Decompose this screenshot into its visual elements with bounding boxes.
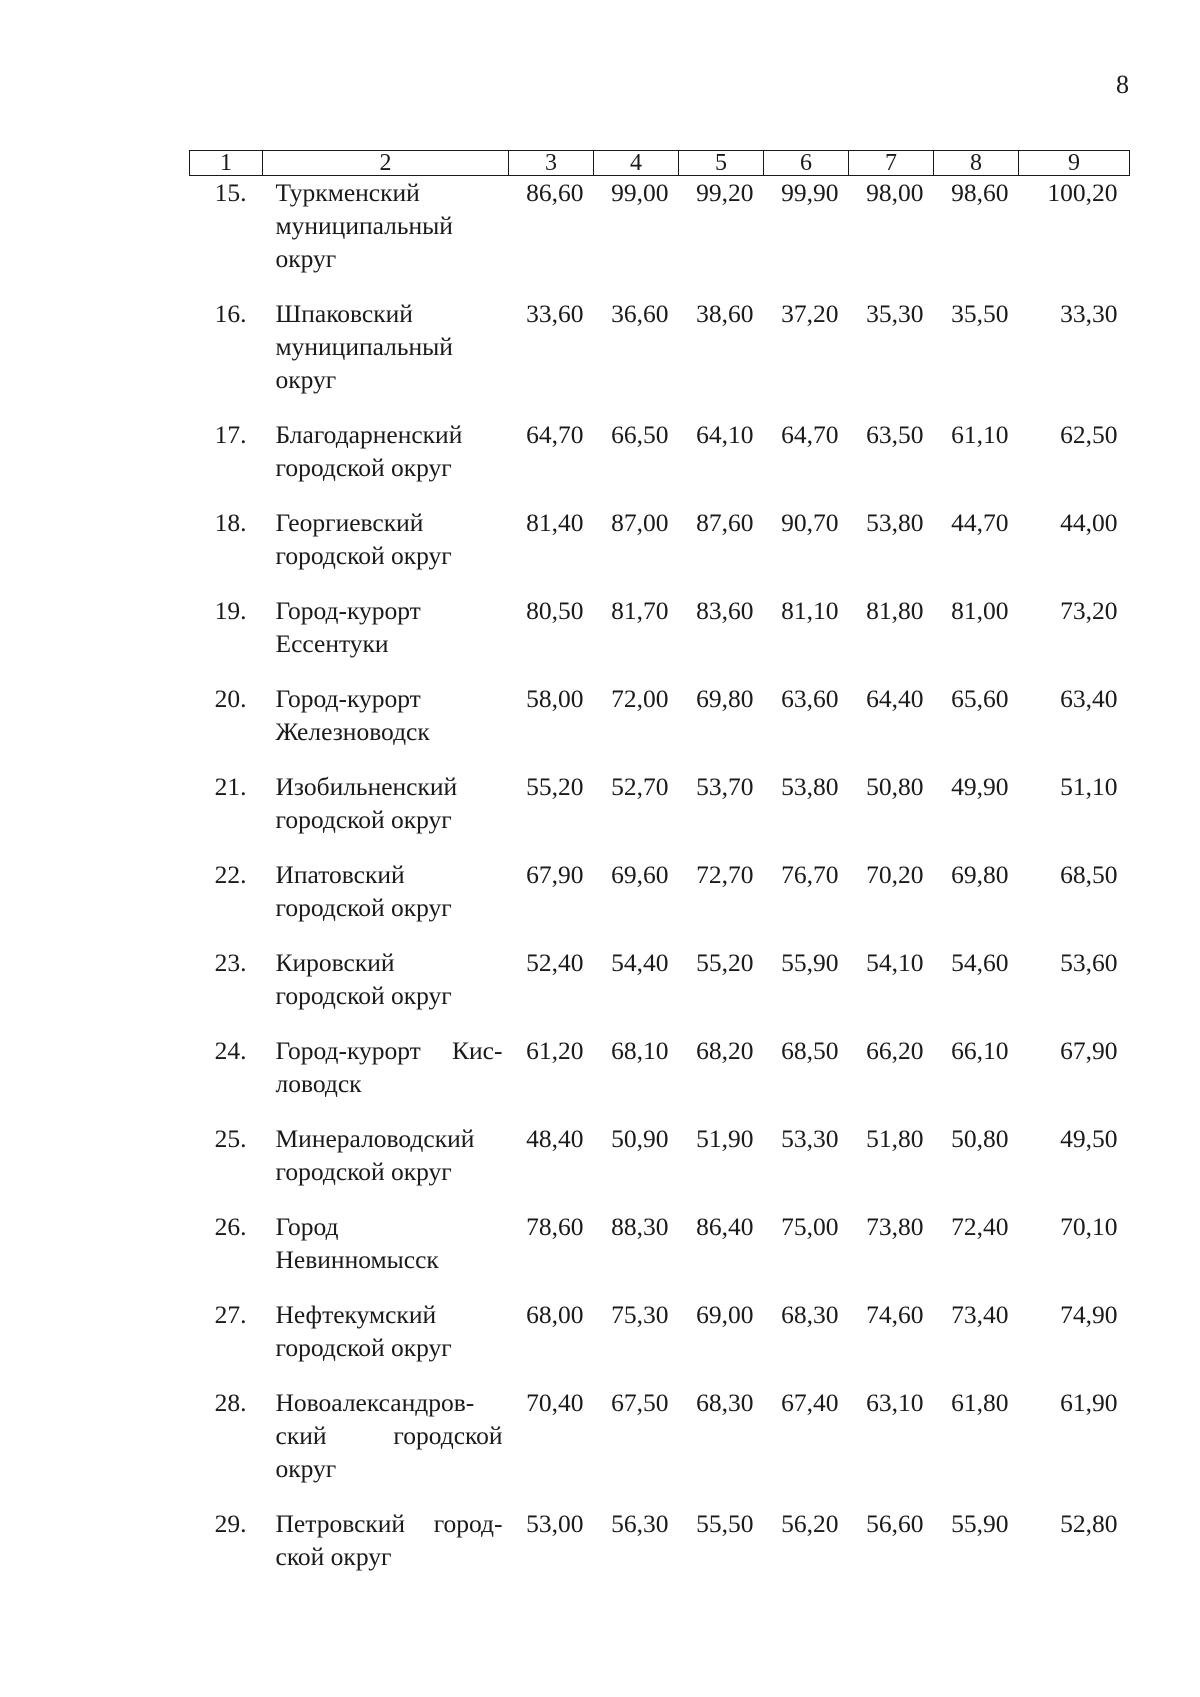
table-row: [190, 594, 1130, 682]
district-name-line: Изобильненский: [275, 772, 458, 801]
row-number: 21.: [214, 772, 247, 801]
table-row: [190, 1507, 1130, 1595]
value-cell-col-6: 53,80: [781, 772, 839, 801]
value-cell-col-9: 44,00: [1060, 508, 1118, 537]
table-row: [190, 1298, 1130, 1386]
value-cell-col-9: 68,50: [1060, 860, 1118, 889]
value-cell-col-4: 67,50: [611, 1388, 669, 1417]
value-cell-col-6: 56,20: [781, 1509, 839, 1538]
value-cell-col-6: 81,10: [781, 596, 839, 625]
value-cell-col-6: 90,70: [781, 508, 839, 537]
district-name-line: городской округ: [275, 893, 452, 922]
district-name-line: округ: [275, 1454, 337, 1483]
district-name-line: Город-курорт: [275, 596, 421, 625]
value-cell-col-7: 51,80: [866, 1124, 924, 1153]
value-cell-col-4: 56,30: [611, 1509, 669, 1538]
value-cell-col-8: 98,60: [951, 178, 1009, 207]
value-cell-col-5: 68,20: [696, 1036, 754, 1065]
district-name-line: Кировский: [275, 948, 395, 977]
district-name: [263, 1122, 509, 1210]
value-cell-col-4: 52,70: [611, 772, 669, 801]
row-number: 17.: [214, 420, 247, 449]
district-name-line: Ипатовский: [275, 860, 405, 889]
column-header: 2: [263, 151, 509, 176]
value-cell-col-6: 64,70: [781, 420, 839, 449]
value-cell-col-6: 68,50: [781, 1036, 839, 1065]
value-cell-col-4: 36,60: [611, 299, 669, 328]
row-number: 29.: [214, 1509, 247, 1538]
value-cell-col-4: 87,00: [611, 508, 669, 537]
district-name-line: Георгиевский: [275, 508, 424, 537]
value-cell-col-9: 53,60: [1060, 948, 1118, 977]
table-row: [190, 176, 1130, 298]
value-cell-col-3: 64,70: [526, 420, 584, 449]
value-cell-col-4: 50,90: [611, 1124, 669, 1153]
value-cell-col-5: 68,30: [696, 1388, 754, 1417]
value-cell-col-6: 53,30: [781, 1124, 839, 1153]
district-name-line: Петровский город-: [275, 1509, 503, 1538]
value-cell-col-3: 61,20: [526, 1036, 584, 1065]
value-cell-col-7: 98,00: [866, 178, 924, 207]
district-name: [263, 1507, 509, 1595]
table-row: [190, 297, 1130, 418]
district-name-line: городской округ: [275, 981, 452, 1010]
district-name-line: муниципальный: [275, 332, 453, 361]
value-cell-col-4: 66,50: [611, 420, 669, 449]
district-name-line: Город-курорт Кис-: [275, 1036, 503, 1065]
value-cell-col-3: 68,00: [526, 1300, 584, 1329]
table-row: [190, 858, 1130, 946]
value-cell-col-4: 88,30: [611, 1212, 669, 1241]
value-cell-col-8: 61,10: [951, 420, 1009, 449]
district-name-line: Шпаковский: [275, 299, 413, 328]
value-cell-col-7: 70,20: [866, 860, 924, 889]
value-cell-col-9: 73,20: [1060, 596, 1118, 625]
table-row: [190, 1210, 1130, 1298]
district-name-line: городской округ: [275, 1157, 452, 1186]
column-header: 8: [934, 151, 1019, 176]
value-cell-col-5: 64,10: [696, 420, 754, 449]
row-number: 27.: [214, 1300, 247, 1329]
value-cell-col-5: 86,40: [696, 1212, 754, 1241]
value-cell-col-9: 74,90: [1060, 1300, 1118, 1329]
table-body: [190, 176, 1130, 1596]
value-cell-col-9: 67,90: [1060, 1036, 1118, 1065]
district-name-line: ской округ: [275, 1542, 392, 1571]
district-name-line: городской округ: [275, 541, 452, 570]
table-row: [190, 946, 1130, 1034]
column-header: 5: [679, 151, 764, 176]
value-cell-col-4: 69,60: [611, 860, 669, 889]
value-cell-col-8: 73,40: [951, 1300, 1009, 1329]
value-cell-col-8: 61,80: [951, 1388, 1009, 1417]
value-cell-col-7: 74,60: [866, 1300, 924, 1329]
column-header: 9: [1019, 151, 1130, 176]
value-cell-col-7: 35,30: [866, 299, 924, 328]
value-cell-col-5: 51,90: [696, 1124, 754, 1153]
district-name: [263, 770, 509, 858]
row-number: 22.: [214, 860, 247, 889]
value-cell-col-3: 52,40: [526, 948, 584, 977]
row-number: 18.: [214, 508, 247, 537]
district-name: [263, 297, 509, 418]
value-cell-col-8: 66,10: [951, 1036, 1009, 1065]
value-cell-col-6: 63,60: [781, 684, 839, 713]
value-cell-col-3: 67,90: [526, 860, 584, 889]
district-name-line: ский городской: [275, 1421, 503, 1450]
district-name-line: Город-курорт: [275, 684, 421, 713]
district-name: [263, 1210, 509, 1298]
value-cell-col-9: 49,50: [1060, 1124, 1118, 1153]
table-row: [190, 1122, 1130, 1210]
district-name-line: городской округ: [275, 1333, 452, 1362]
value-cell-col-8: 55,90: [951, 1509, 1009, 1538]
value-cell-col-5: 99,20: [696, 178, 754, 207]
column-header: 7: [849, 151, 934, 176]
column-header: 1: [190, 151, 263, 176]
district-name-line: городской округ: [275, 453, 452, 482]
value-cell-col-6: 67,40: [781, 1388, 839, 1417]
value-cell-col-3: 33,60: [526, 299, 584, 328]
value-cell-col-3: 86,60: [526, 178, 584, 207]
district-name-line: Новоалександров-: [275, 1388, 475, 1417]
table-row: [190, 682, 1130, 770]
column-header: 6: [764, 151, 849, 176]
value-cell-col-5: 55,50: [696, 1509, 754, 1538]
value-cell-col-8: 49,90: [951, 772, 1009, 801]
district-name-line: округ: [275, 365, 337, 394]
table-row: [190, 1034, 1130, 1122]
district-name: [263, 946, 509, 1034]
value-cell-col-7: 54,10: [866, 948, 924, 977]
value-cell-col-8: 81,00: [951, 596, 1009, 625]
table-row: [190, 1386, 1130, 1507]
value-cell-col-7: 56,60: [866, 1509, 924, 1538]
value-cell-col-3: 80,50: [526, 596, 584, 625]
value-cell-col-7: 73,80: [866, 1212, 924, 1241]
value-cell-col-3: 58,00: [526, 684, 584, 713]
value-cell-col-5: 69,80: [696, 684, 754, 713]
value-cell-col-4: 54,40: [611, 948, 669, 977]
district-name: [263, 176, 509, 298]
row-number: 28.: [214, 1388, 247, 1417]
value-cell-col-3: 70,40: [526, 1388, 584, 1417]
table-header-row: [190, 151, 1130, 176]
value-cell-col-4: 81,70: [611, 596, 669, 625]
value-cell-col-8: 35,50: [951, 299, 1009, 328]
district-name: [263, 858, 509, 946]
value-cell-col-7: 81,80: [866, 596, 924, 625]
value-cell-col-7: 64,40: [866, 684, 924, 713]
value-cell-col-5: 38,60: [696, 299, 754, 328]
district-name-line: Железноводск: [275, 717, 430, 746]
value-cell-col-9: 33,30: [1060, 299, 1118, 328]
district-name-line: Ессентуки: [275, 629, 389, 658]
column-header: 4: [594, 151, 679, 176]
value-cell-col-7: 66,20: [866, 1036, 924, 1065]
value-cell-col-6: 55,90: [781, 948, 839, 977]
value-cell-col-8: 54,60: [951, 948, 1009, 977]
value-cell-col-7: 63,50: [866, 420, 924, 449]
table-row: [190, 506, 1130, 594]
value-cell-col-8: 44,70: [951, 508, 1009, 537]
district-name-line: Минераловодский: [275, 1124, 475, 1153]
value-cell-col-6: 76,70: [781, 860, 839, 889]
row-number: 15.: [214, 178, 247, 207]
district-name: [263, 506, 509, 594]
value-cell-col-5: 72,70: [696, 860, 754, 889]
table-row: [190, 770, 1130, 858]
district-name-line: муниципальный: [275, 211, 453, 240]
row-number: 25.: [214, 1124, 247, 1153]
value-cell-col-6: 37,20: [781, 299, 839, 328]
district-name: [263, 418, 509, 506]
district-name-line: округ: [275, 244, 337, 273]
value-cell-col-6: 99,90: [781, 178, 839, 207]
value-cell-col-4: 75,30: [611, 1300, 669, 1329]
value-cell-col-4: 72,00: [611, 684, 669, 713]
value-cell-col-8: 69,80: [951, 860, 1009, 889]
column-header: 3: [509, 151, 594, 176]
district-name-line: Невинномысск: [275, 1245, 439, 1274]
value-cell-col-6: 75,00: [781, 1212, 839, 1241]
data-table: [189, 150, 1130, 1595]
value-cell-col-7: 63,10: [866, 1388, 924, 1417]
table-row: [190, 418, 1130, 506]
district-name-line: Туркменский: [275, 178, 420, 207]
value-cell-col-4: 99,00: [611, 178, 669, 207]
district-name: [263, 594, 509, 682]
row-number: 24.: [214, 1036, 247, 1065]
value-cell-col-5: 87,60: [696, 508, 754, 537]
value-cell-col-3: 81,40: [526, 508, 584, 537]
value-cell-col-8: 65,60: [951, 684, 1009, 713]
row-number: 20.: [214, 684, 247, 713]
row-number: 26.: [214, 1212, 247, 1241]
value-cell-col-8: 50,80: [951, 1124, 1009, 1153]
value-cell-col-3: 78,60: [526, 1212, 584, 1241]
district-name-line: Город: [275, 1212, 339, 1241]
row-number: 23.: [214, 948, 247, 977]
district-name-line: городской округ: [275, 805, 452, 834]
page-number: 8: [1116, 70, 1129, 99]
value-cell-col-9: 70,10: [1060, 1212, 1118, 1241]
value-cell-col-3: 55,20: [526, 772, 584, 801]
district-name: [263, 1386, 509, 1507]
value-cell-col-7: 50,80: [866, 772, 924, 801]
district-name: [263, 1298, 509, 1386]
value-cell-col-8: 72,40: [951, 1212, 1009, 1241]
value-cell-col-4: 68,10: [611, 1036, 669, 1065]
district-name: [263, 682, 509, 770]
value-cell-col-6: 68,30: [781, 1300, 839, 1329]
row-number: 16.: [214, 299, 247, 328]
district-name-line: ловодск: [275, 1069, 362, 1098]
district-name: [263, 1034, 509, 1122]
value-cell-col-9: 63,40: [1060, 684, 1118, 713]
value-cell-col-5: 53,70: [696, 772, 754, 801]
value-cell-col-3: 48,40: [526, 1124, 584, 1153]
value-cell-col-5: 69,00: [696, 1300, 754, 1329]
value-cell-col-9: 51,10: [1060, 772, 1118, 801]
district-name-line: Благодарненский: [275, 420, 463, 449]
row-number: 19.: [214, 596, 247, 625]
value-cell-col-7: 53,80: [866, 508, 924, 537]
value-cell-col-3: 53,00: [526, 1509, 584, 1538]
value-cell-col-9: 61,90: [1060, 1388, 1118, 1417]
value-cell-col-9: 100,20: [1047, 178, 1118, 207]
district-name-line: Нефтекумский: [275, 1300, 437, 1329]
value-cell-col-9: 52,80: [1060, 1509, 1118, 1538]
value-cell-col-5: 83,60: [696, 596, 754, 625]
value-cell-col-9: 62,50: [1060, 420, 1118, 449]
value-cell-col-5: 55,20: [696, 948, 754, 977]
